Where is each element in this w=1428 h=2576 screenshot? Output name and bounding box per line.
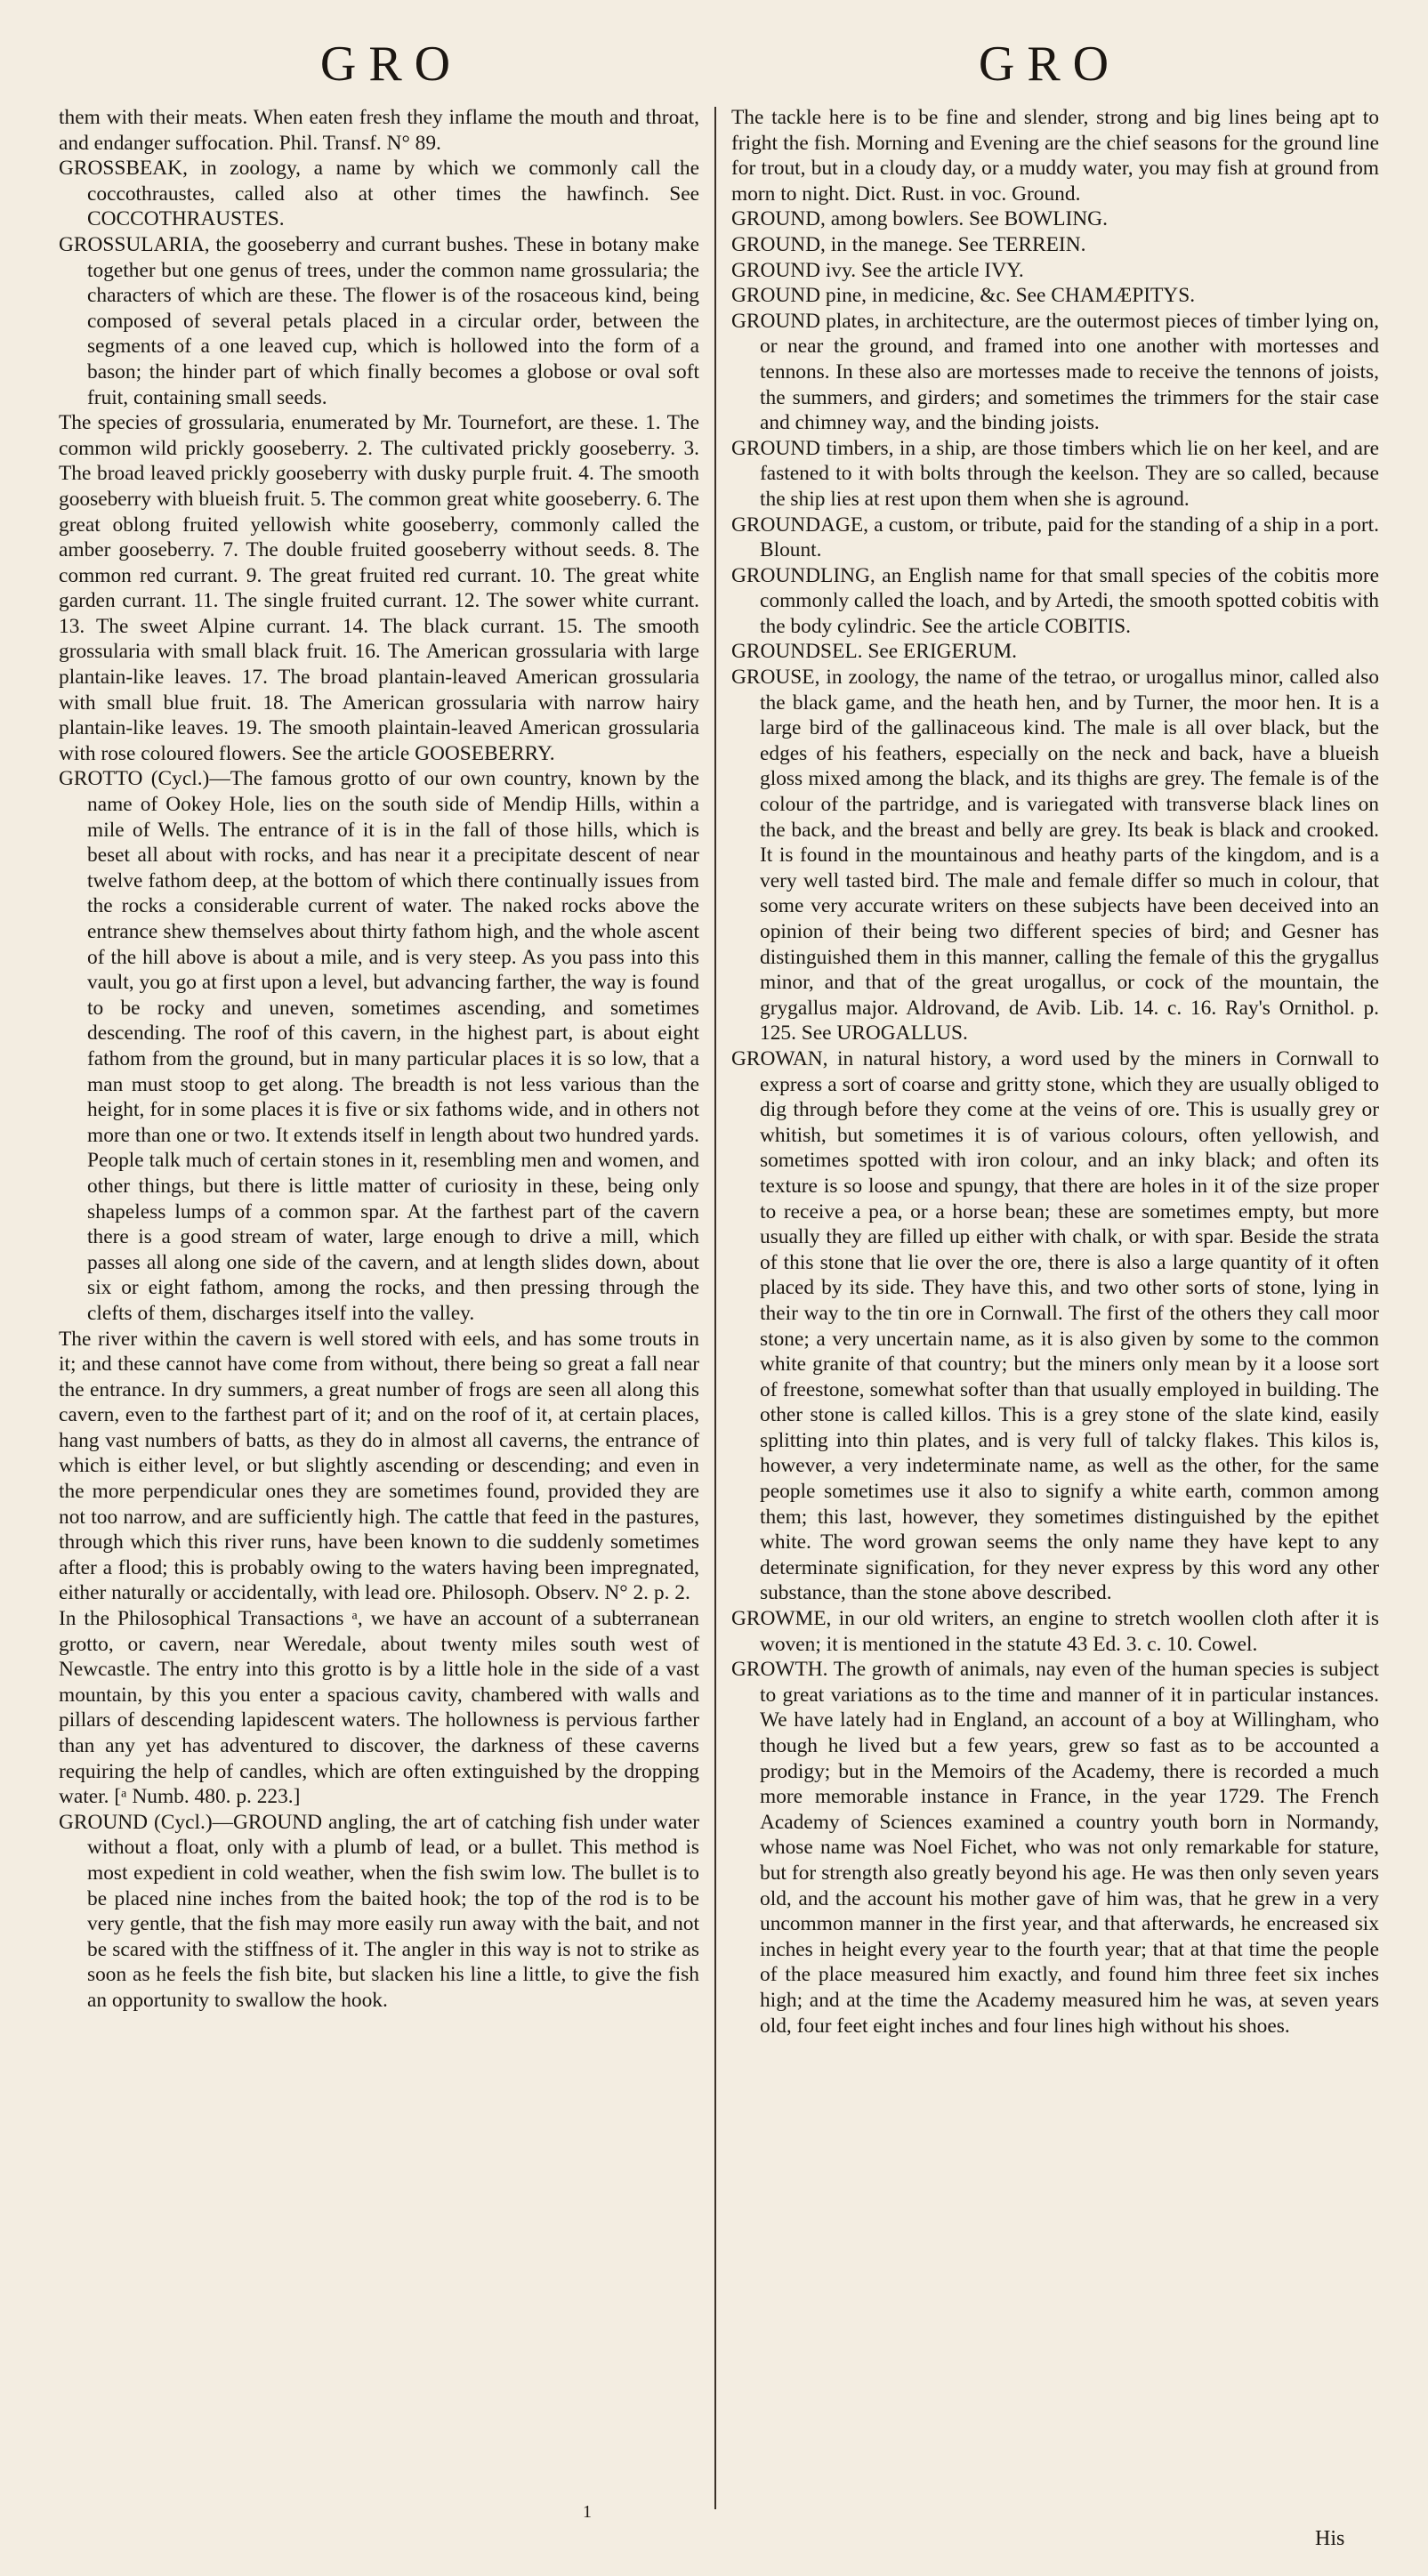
entry: GROSSBEAK, in zoology, a name by which we commonly call the coccothraustes, called also at other times the hawfinch. See COCCOTHRAUSTES. xyxy=(59,157,699,231)
left-column xyxy=(59,105,699,2014)
entry: GROUNDLING, an English name for that small species of the cobitis more commonly called the loach, and by Artedi, the smooth spotted cobitis with the body cylindric. See the article COBITIS. xyxy=(731,563,1379,638)
entry: GROUNDSEL. See ERIGERUM. xyxy=(731,640,1017,664)
entry: GROUND timbers, in a ship, are those timbers which lie on her keel, and are fastened to it with bolts through the keelson. They are so called, because the ship lies at rest upon them when she is aground. xyxy=(731,436,1379,511)
entry: GROUND (Cycl.)—GROUND angling, the art of catching fish under water without a float, only with a plumb of lead, or a bullet. This method is most expedient in cold weather, when the fish swim low. The bullet is to be placed nine inches from the baited hook; the top of the rod is to be very gentle, that the fish may more easily run away with the bait, and not be scared with the stiffness of it. The angler in this way is not to strike as soon as he feels the fish bite, but slacken his line a little, to give the fish an opportunity to swallow the hook. xyxy=(59,1810,699,2012)
entry: GROWAN, in natural history, a word used by the miners in Cornwall to express a sort of coarse and gritty stone, which they are usually obliged to dig through before they come at the veins of ore. This is usually grey or whitish, but sometimes it is of various colours, often yellowish, and sometimes spotted with iron colour, and an inky black; and often its texture is so loose and spungy, that there are holes in it of the size proper to receive a pea, or a horse bean; these are sometimes empty, but more usually they are filled up either with chalk, or with spar. Beside the strata of this stone that lie over the ore, there is also a large quantity of it often placed by its side. They have this, and two other sorts of stone, lying in their way to the tin ore in Cornwall. The first of the others they call moor stone; a very uncertain name, as it is also given by some to the common white granite of that country; but the miners only mean by it a loose sort of freestone, somewhat softer than that usually employed in building. The other stone is called killos. This is a grey stone of the slate kind, easily splitting into thin plates, and is very full of talcky flakes. This kilos is, however, a very indeterminate name, as well as the other, for the same people sometimes use it also to signify a white earth, common among them; this last, however, they sometimes distinguished by the epithet white. The word growan seems the only name they have kept to any determinate signification, for they never express by this word any other substance, than the stone above described. xyxy=(731,1046,1379,1605)
entry: GROUND, in the manege. See TERREIN. xyxy=(731,232,1086,256)
paragraph: The tackle here is to be fine and slender, strong and big lines being apt to fright the fish. Morning and Evening are the chief seasons for the ground line for trout, but in a cloudy day, or a muddy water, you may fish at ground from morn to night. Dict. Rust. in voc. Ground. xyxy=(731,106,1379,206)
paragraph: In the Philosophical Transactions ᵃ, we have an account of a subterranean grotto, or cavern, near Weredale, about twenty miles south west of Newcastle. The entry into this grotto is by a little hole in the side of a vast mountain, by this you enter a spacious cavity, chambered with walls and pillars of descending lapidescent waters. The hollowness is pervious farther than any yet has adventured to discover, the darkness of these caverns requiring the help of candles, which are often extinguished by the dropping water. [ᵃ Numb. 480. p. 223.] xyxy=(59,1607,699,1809)
paragraph: The species of grossularia, enumerated by Mr. Tournefort, are these. 1. The common wild prickly gooseberry. 2. The cultivated prickly gooseberry. 3. The broad leaved prickly gooseberry with dusky purple fruit. 4. The smooth gooseberry with blueish fruit. 5. The common great white gooseberry. 6. The great oblong fruited yellowish white gooseberry, commonly called the amber gooseberry. 7. The double fruited gooseberry without seeds. 8. The common red currant. 9. The great fruited red currant. 10. The great white garden currant. 11. The single fruited currant. 12. The sower white currant. 13. The sweet Alpine currant. 14. The black currant. 15. The smooth grossularia with small black fruit. 16. The American grossularia with large plantain-like leaves. 17. The broad plantain-leaved American grossularia with small blue fruit. 18. The American grossularia with narrow hairy plantain-like leaves. 19. The smooth plaintain-leaved American grossularia with rose coloured flowers. See the article GOOSEBERRY. xyxy=(59,411,699,765)
entry: GROUSE, in zoology, the name of the tetrao, or urogallus minor, called also the black game, and the heath hen, and by Turner, the moor hen. It is a large bird of the gallinaceous kind. The male is all over black, but the edges of his feathers, especially on the neck and back, have a blueish gloss mixed among the black, and its thighs are grey. The female is of the colour of the partridge, and is variegated with transverse black lines on the back, and the breast and belly are grey. Its beak is black and crooked. It is found in the mountainous and heathy parts of the kingdom, and is a very well tasted bird. The male and female differ so much in colour, that some very accurate writers on these subjects have been deceived into an opinion of their being two different species of bird; and Gesner has distinguished them in this manner, calling the female of this the grygallus minor, and that of the great urogallus, or cock of the mountain, the grygallus major. Aldrovand, de Avib. Lib. 14. c. 16. Ray's Ornithol. p. 125. See UROGALLUS. xyxy=(731,666,1379,1046)
paragraph: The river within the cavern is well stored with eels, and has some trouts in it; and these cannot have come from without, there being so great a fall near the entrance. In dry summers, a great number of frogs are seen all along this cavern, even to the farthest part of it; and on the roof of it, at certain places, hang vast numbers of batts, as they do in almost all caverns, the entrance of which is either level, or but slightly ascending or descending; and even in the more perpendicular ones they are sometimes found, provided they are not too narrow, and are sufficiently high. The cattle that feed in the pastures, through which this river runs, have been known to die suddenly sometimes after a flood; this is probably owing to the waters having been impregnated, either naturally or accidentally, with lead ore. Philosoph. Observ. N° 2. p. 2. xyxy=(59,1327,699,1605)
entry: GROWME, in our old writers, an engine to stretch woollen cloth after it is woven; it is mentioned in the statute 43 Ed. 3. c. 10. Cowel. xyxy=(731,1607,1379,1656)
catchword: His xyxy=(1315,2527,1345,2550)
paragraph: them with their meats. When eaten fresh they inflame the mouth and throat, and endanger suffocation. Phil. Transf. N° 89. xyxy=(59,106,699,155)
running-head-left: GRO xyxy=(319,36,464,92)
entry: GROTTO (Cycl.)—The famous grotto of our own country, known by the name of Ookey Hole, lies on the south side of Mendip Hills, within a mile of Wells. The entrance of it is in the fall of those hills, which is beset all about with rocks, and has near it a precipitate descent of near twelve fathom deep, at the bottom of which there continually issues from the rocks a considerable current of water. The naked rocks above the entrance shew themselves about thirty fathom high, and the whole ascent of the hill above is about a mile, and is very steep. As you pass into this vault, you go at first upon a level, but advancing farther, the way is found to be rocky and uneven, sometimes ascending, and sometimes descending. The roof of this cavern, in the highest part, is about eight fathom from the ground, but in many particular places it is so low, that a man must stoop to get along. The breadth is not less various than the height, for in some places it is five or six fathoms wide, and in others not more than one or two. It extends itself in length about two hundred yards. People talk much of certain stones in it, resembling men and women, and other things, but there is little matter of curiosity in these, being only shapeless lumps of a common spar. At the farthest part of the cavern there is a good stream of water, large enough to drive a mill, which passes all along one side of the cavern, and at length slides down, about six or eight fathom, among the rocks, and then pressing through the clefts of them, discharges itself into the valley. xyxy=(59,767,699,1325)
entry: GROUNDAGE, a custom, or tribute, paid for the standing of a ship in a port. Blount. xyxy=(731,513,1379,562)
entry: GROWTH. The growth of animals, nay even of the human species is subject to great variations as to the time and manner of it in particular instances. We have lately had in England, an account of a boy at Willingham, who though he lived but a few years, grew so fast as to be accounted a prodigy; but in the Memoirs of the Academy, there is recorded a much more memorable instance in France, in the year 1729. The French Academy of Sciences examined a country youth born in Normandy, whose name was Noel Fichet, who was not only remarkable for stature, but for strength also greatly beyond his age. He was then only seven years old, and the account his mother gave of him was, that he grew in a very uncommon manner in the first year, and that afterwards, he encreased six inches in height every year to the fourth year; that at that time the people of the place measured him exactly, and found him three feet six inches high; and at the time the Academy measured him he was, at seven years old, four feet eight inches and four lines high without his shoes. xyxy=(731,1658,1379,2038)
entry: GROUND pine, in medicine, &c. See CHAMÆPITYS. xyxy=(731,284,1196,308)
entry: GROSSULARIA, the gooseberry and currant bushes. These in botany make together but one genus of trees, under the common name grossularia; the characters of which are these. The flower is of the rosaceous kind, being composed of several petals placed in a circular order, between the segments of a one leaved cup, which is hollowed into the form of a bason; the hinder part of which finally becomes a globose or oval soft fruit, containing small seeds. xyxy=(59,232,699,409)
right-column xyxy=(731,105,1379,2039)
entry: GROUND plates, in architecture, are the outermost pieces of timber lying on, or near the ground, and framed into one another with mortesses and tennons. In these also are mortesses made to receive the tennons of joists, the summers, and girders; and sometimes the trimmers for the stair case and chimney way, and the binding joists. xyxy=(731,309,1379,435)
running-head-right: GRO xyxy=(978,36,1122,92)
column-divider xyxy=(714,107,716,2509)
entry: GROUND ivy. See the article IVY. xyxy=(731,258,1024,282)
entry: GROUND, among bowlers. See BOWLING. xyxy=(731,207,1108,231)
signature-mark: 1 xyxy=(583,2502,592,2522)
